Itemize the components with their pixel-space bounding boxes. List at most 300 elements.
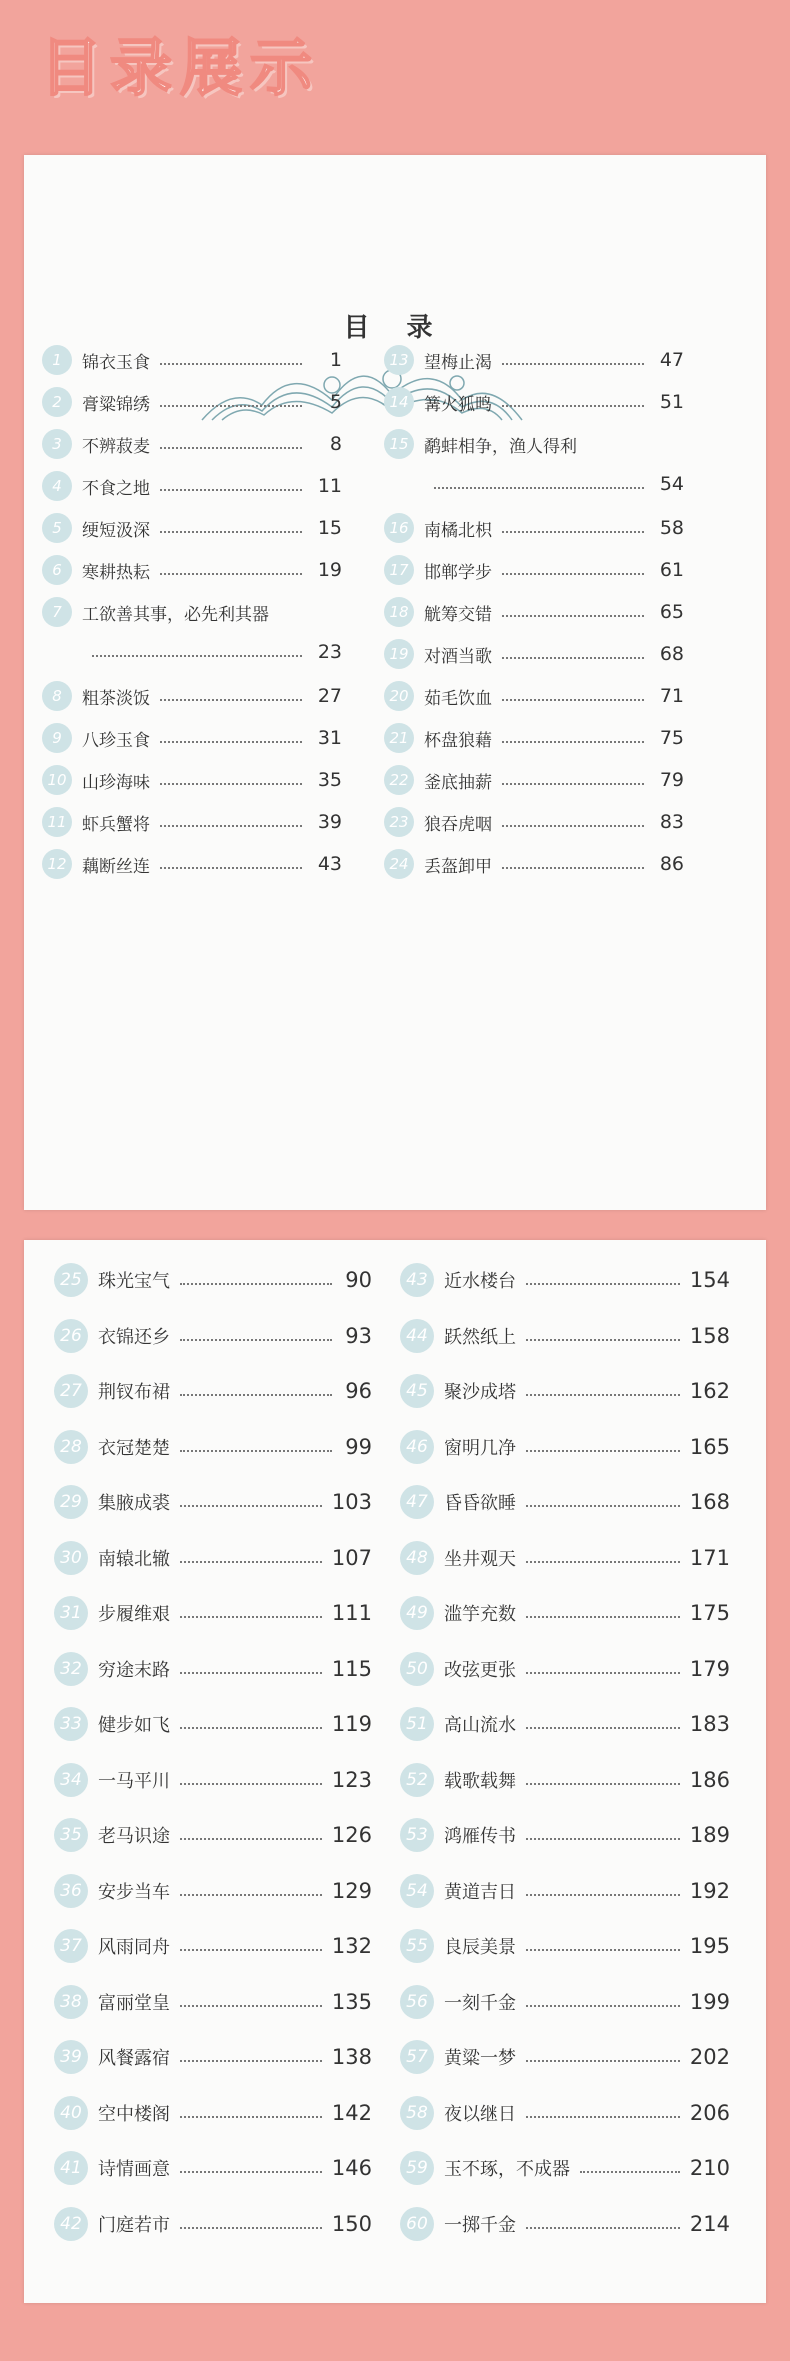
toc-entry bbox=[400, 1316, 730, 1356]
entry-title: 跃然纸上 bbox=[444, 1326, 516, 1348]
entry-number-badge: 38 bbox=[54, 1985, 88, 2019]
entry-title: 杯盘狼藉 bbox=[424, 730, 492, 751]
entry-number-badge: 15 bbox=[384, 429, 414, 459]
leader-dots bbox=[180, 1838, 322, 1840]
leader-dots bbox=[180, 1283, 332, 1285]
entry-page-number: 150 bbox=[331, 2211, 372, 2236]
entry-number-badge: 40 bbox=[54, 2096, 88, 2130]
entry-page-number: 168 bbox=[689, 1490, 730, 1514]
leader-dots bbox=[160, 531, 302, 533]
entry-page-number: 123 bbox=[331, 1767, 372, 1792]
entry-title: 黄粱一梦 bbox=[444, 2048, 516, 2069]
leader-dots bbox=[526, 1283, 680, 1285]
leader-dots bbox=[502, 699, 644, 701]
entry-page-number: 79 bbox=[659, 769, 684, 791]
entry-page-number: 15 bbox=[317, 517, 342, 539]
entry-page-number: 189 bbox=[689, 1823, 730, 1847]
entry-page-number: 99 bbox=[345, 1434, 372, 1459]
entry-page-number: 86 bbox=[659, 853, 684, 875]
entry-page-number: 31 bbox=[317, 727, 342, 749]
entry-page-number: 58 bbox=[659, 517, 684, 539]
entry-number-badge: 59 bbox=[400, 2151, 434, 2185]
entry-number-badge: 56 bbox=[400, 1985, 434, 2019]
entry-number-badge: 5 bbox=[42, 513, 72, 543]
entry-title: 诗情画意 bbox=[98, 2159, 170, 2180]
entry-title: 一刻千金 bbox=[444, 1992, 516, 2014]
toc-entry bbox=[400, 1427, 730, 1467]
leader-dots bbox=[526, 2116, 680, 2118]
entry-title: 觥筹交错 bbox=[424, 604, 492, 625]
entry-title: 夜以继日 bbox=[444, 2103, 516, 2125]
entry-number-badge: 45 bbox=[400, 1374, 434, 1408]
entry-number-badge: 2 bbox=[42, 387, 72, 417]
entry-page-number: 142 bbox=[331, 2100, 372, 2125]
leader-dots bbox=[434, 487, 644, 489]
toc-entry bbox=[54, 1871, 372, 1911]
toc-entry bbox=[54, 1815, 372, 1855]
entry-number-badge: 29 bbox=[54, 1485, 88, 1519]
leader-dots bbox=[180, 1672, 322, 1674]
entry-title: 集腋成裘 bbox=[98, 1493, 170, 1514]
entry-page-number: 51 bbox=[659, 391, 684, 413]
entry-page-number: 75 bbox=[659, 727, 684, 749]
entry-page-number: 11 bbox=[317, 475, 342, 497]
entry-page-number: 61 bbox=[659, 559, 684, 581]
entry-title: 釜底抽薪 bbox=[424, 772, 492, 793]
leader-dots bbox=[180, 2227, 322, 2229]
entry-page-number: 162 bbox=[689, 1379, 730, 1403]
entry-number-badge: 9 bbox=[42, 723, 72, 753]
toc-entry bbox=[400, 2148, 730, 2188]
entry-title: 安步当车 bbox=[98, 1881, 170, 1903]
leader-dots bbox=[526, 1783, 680, 1785]
entry-number-badge: 21 bbox=[384, 723, 414, 753]
leader-dots bbox=[526, 1616, 680, 1618]
entry-title: 近水楼台 bbox=[444, 1271, 516, 1292]
toc-entry bbox=[42, 718, 342, 758]
entry-page-number: 199 bbox=[689, 1989, 730, 2014]
leader-dots bbox=[160, 405, 302, 407]
toc-entry bbox=[384, 592, 684, 632]
entry-number-badge: 31 bbox=[54, 1596, 88, 1630]
entry-number-badge: 16 bbox=[384, 513, 414, 543]
leader-dots bbox=[160, 573, 302, 575]
entry-title: 锦衣玉食 bbox=[82, 352, 150, 373]
entry-title: 八珍玉食 bbox=[82, 730, 150, 751]
entry-page-number: 39 bbox=[317, 811, 342, 833]
toc-entry bbox=[400, 2204, 730, 2244]
entry-page-number: 68 bbox=[659, 643, 684, 665]
leader-dots bbox=[180, 2060, 322, 2062]
toc-entry bbox=[54, 1760, 372, 1800]
toc-page-1 bbox=[24, 155, 766, 1210]
leader-dots bbox=[526, 1949, 680, 1951]
entry-number-badge: 33 bbox=[54, 1707, 88, 1741]
leader-dots bbox=[180, 1616, 322, 1618]
entry-number-badge: 37 bbox=[54, 1929, 88, 1963]
entry-title: 一掷千金 bbox=[444, 2214, 516, 2236]
leader-dots bbox=[526, 1672, 680, 1674]
toc-heading: 目 录 bbox=[343, 313, 447, 343]
leader-dots bbox=[180, 1339, 332, 1341]
entry-page-number: 43 bbox=[317, 853, 342, 875]
entry-title: 健步如飞 bbox=[98, 1715, 170, 1736]
toc-entry bbox=[384, 382, 684, 422]
leader-dots bbox=[180, 2116, 322, 2118]
entry-page-number: 71 bbox=[659, 685, 684, 707]
leader-dots bbox=[180, 1727, 322, 1729]
entry-title: 门庭若市 bbox=[98, 2214, 170, 2236]
leader-dots bbox=[92, 655, 302, 657]
entry-page-number: 186 bbox=[689, 1767, 730, 1792]
leader-dots bbox=[526, 1394, 680, 1396]
leader-dots bbox=[502, 825, 644, 827]
toc-entry bbox=[384, 802, 684, 842]
entry-number-badge: 17 bbox=[384, 555, 414, 585]
entry-number-badge: 19 bbox=[384, 639, 414, 669]
entry-title: 绠短汲深 bbox=[82, 520, 150, 541]
toc-page-2 bbox=[24, 1240, 766, 2303]
entry-page-number: 19 bbox=[317, 559, 342, 581]
leader-dots bbox=[502, 573, 644, 575]
entry-page-number: 54 bbox=[659, 473, 684, 495]
entry-number-badge: 47 bbox=[400, 1485, 434, 1519]
entry-title: 虾兵蟹将 bbox=[82, 814, 150, 835]
toc-entry bbox=[54, 2148, 372, 2188]
toc-entry bbox=[54, 2204, 372, 2244]
toc-entry bbox=[54, 1482, 372, 1522]
entry-title: 昏昏欲睡 bbox=[444, 1493, 516, 1514]
entry-number-badge: 1 bbox=[42, 345, 72, 375]
entry-page-number: 214 bbox=[689, 2211, 730, 2236]
leader-dots bbox=[526, 1450, 680, 1452]
entry-page-number: 65 bbox=[659, 601, 684, 623]
toc-entry bbox=[54, 1260, 372, 1300]
toc-entry bbox=[384, 676, 684, 716]
toc-entry bbox=[384, 634, 684, 674]
toc-entry bbox=[54, 1704, 372, 1744]
entry-number-badge: 13 bbox=[384, 345, 414, 375]
entry-title: 鹬蚌相争，渔人得利 bbox=[424, 436, 577, 457]
entry-page-number: 119 bbox=[331, 1712, 372, 1736]
entry-title: 不辨菽麦 bbox=[82, 436, 150, 457]
leader-dots bbox=[180, 2005, 322, 2007]
entry-number-badge: 41 bbox=[54, 2151, 88, 2185]
entry-number-badge: 46 bbox=[400, 1430, 434, 1464]
leader-dots bbox=[160, 825, 302, 827]
banner-title: 目录展示 bbox=[40, 31, 321, 104]
entry-number-badge: 57 bbox=[400, 2040, 434, 2074]
entry-page-number: 115 bbox=[331, 1656, 372, 1681]
leader-dots bbox=[502, 363, 644, 365]
entry-title: 邯郸学步 bbox=[424, 562, 492, 583]
entry-title: 改弦更张 bbox=[444, 1659, 516, 1681]
entry-title: 步履维艰 bbox=[98, 1604, 170, 1625]
toc-entry bbox=[384, 550, 684, 590]
entry-number-badge: 3 bbox=[42, 429, 72, 459]
leader-dots bbox=[160, 363, 302, 365]
entry-page-number: 171 bbox=[689, 1545, 730, 1570]
toc-entry bbox=[54, 1371, 372, 1411]
toc-entry bbox=[400, 1371, 730, 1411]
entry-title: 寒耕热耘 bbox=[82, 562, 150, 583]
entry-title: 南辕北辙 bbox=[98, 1548, 170, 1570]
entry-title: 载歌载舞 bbox=[444, 1770, 516, 1792]
toc-entry bbox=[42, 592, 342, 672]
toc-entry bbox=[400, 1538, 730, 1578]
toc-entry bbox=[384, 844, 684, 884]
entry-title: 衣锦还乡 bbox=[98, 1326, 170, 1348]
toc-entry bbox=[54, 2037, 372, 2077]
leader-dots bbox=[180, 1450, 332, 1452]
toc-entry bbox=[384, 508, 684, 548]
leader-dots bbox=[180, 1561, 322, 1563]
entry-title: 南橘北枳 bbox=[424, 520, 492, 541]
toc-entry bbox=[54, 1926, 372, 1966]
leader-dots bbox=[526, 2005, 680, 2007]
entry-page-number: 90 bbox=[345, 1268, 372, 1292]
entry-number-badge: 60 bbox=[400, 2207, 434, 2241]
entry-page-number: 158 bbox=[689, 1323, 730, 1348]
entry-number-badge: 6 bbox=[42, 555, 72, 585]
entry-page-number: 35 bbox=[317, 769, 342, 791]
entry-number-badge: 22 bbox=[384, 765, 414, 795]
entry-title: 聚沙成塔 bbox=[444, 1382, 516, 1403]
leader-dots bbox=[526, 2227, 680, 2229]
entry-number-badge: 11 bbox=[42, 807, 72, 837]
entry-page-number: 154 bbox=[689, 1268, 730, 1292]
leader-dots bbox=[160, 867, 302, 869]
entry-number-badge: 55 bbox=[400, 1929, 434, 1963]
leader-dots bbox=[180, 1505, 322, 1507]
toc-entry bbox=[384, 718, 684, 758]
entry-title: 篝火狐鸣 bbox=[424, 394, 492, 415]
entry-number-badge: 50 bbox=[400, 1652, 434, 1686]
leader-dots bbox=[526, 1339, 680, 1341]
toc-entry bbox=[54, 1593, 372, 1633]
entry-number-badge: 43 bbox=[400, 1263, 434, 1297]
leader-dots bbox=[502, 531, 644, 533]
toc-entry bbox=[42, 340, 342, 380]
entry-number-badge: 36 bbox=[54, 1874, 88, 1908]
toc-entry bbox=[42, 676, 342, 716]
entry-title: 富丽堂皇 bbox=[98, 1992, 170, 2014]
entry-page-number: 83 bbox=[659, 811, 684, 833]
entry-title: 对酒当歌 bbox=[424, 646, 492, 667]
toc-entry bbox=[42, 466, 342, 506]
toc-entry bbox=[400, 1926, 730, 1966]
entry-title: 窗明几净 bbox=[444, 1437, 516, 1459]
toc-entry bbox=[400, 1260, 730, 1300]
toc-entry bbox=[384, 760, 684, 800]
toc-entry bbox=[400, 1982, 730, 2022]
entry-number-badge: 42 bbox=[54, 2207, 88, 2241]
entry-number-badge: 54 bbox=[400, 1874, 434, 1908]
entry-title: 玉不琢，不成器 bbox=[444, 2159, 570, 2180]
entry-number-badge: 35 bbox=[54, 1818, 88, 1852]
entry-title: 鸿雁传书 bbox=[444, 1826, 516, 1847]
toc-entry bbox=[384, 424, 684, 504]
entry-number-badge: 30 bbox=[54, 1541, 88, 1575]
toc-entry bbox=[384, 340, 684, 380]
entry-number-badge: 18 bbox=[384, 597, 414, 627]
entry-title: 老马识途 bbox=[98, 1826, 170, 1847]
leader-dots bbox=[502, 615, 644, 617]
entry-title: 良辰美景 bbox=[444, 1937, 516, 1958]
leader-dots bbox=[502, 405, 644, 407]
leader-dots bbox=[180, 1894, 322, 1896]
leader-dots bbox=[526, 1561, 680, 1563]
entry-number-badge: 26 bbox=[54, 1319, 88, 1353]
entry-title: 荆钗布裙 bbox=[98, 1382, 170, 1403]
entry-number-badge: 44 bbox=[400, 1319, 434, 1353]
entry-number-badge: 58 bbox=[400, 2096, 434, 2130]
entry-title: 滥竽充数 bbox=[444, 1604, 516, 1625]
entry-page-number: 192 bbox=[689, 1878, 730, 1903]
leader-dots bbox=[526, 1894, 680, 1896]
entry-number-badge: 39 bbox=[54, 2040, 88, 2074]
entry-title: 高山流水 bbox=[444, 1715, 516, 1736]
entry-title: 不食之地 bbox=[82, 478, 150, 499]
leader-dots bbox=[160, 489, 302, 491]
toc-entry bbox=[42, 424, 342, 464]
leader-dots bbox=[160, 699, 302, 701]
entry-title: 丢盔卸甲 bbox=[424, 856, 492, 877]
leader-dots bbox=[180, 2171, 322, 2173]
entry-title: 膏粱锦绣 bbox=[82, 394, 150, 415]
leader-dots bbox=[160, 783, 302, 785]
entry-number-badge: 48 bbox=[400, 1541, 434, 1575]
leader-dots bbox=[180, 1783, 322, 1785]
entry-page-number: 195 bbox=[689, 1934, 730, 1958]
entry-number-badge: 25 bbox=[54, 1263, 88, 1297]
entry-page-number: 183 bbox=[689, 1712, 730, 1736]
entry-number-badge: 27 bbox=[54, 1374, 88, 1408]
entry-title: 狼吞虎咽 bbox=[424, 814, 492, 835]
entry-number-badge: 51 bbox=[400, 1707, 434, 1741]
entry-number-badge: 28 bbox=[54, 1430, 88, 1464]
entry-page-number: 135 bbox=[331, 1989, 372, 2014]
leader-dots bbox=[502, 783, 644, 785]
entry-page-number: 179 bbox=[689, 1656, 730, 1681]
toc-entry bbox=[400, 1649, 730, 1689]
entry-number-badge: 14 bbox=[384, 387, 414, 417]
toc-entry bbox=[400, 1704, 730, 1744]
entry-title: 风雨同舟 bbox=[98, 1937, 170, 1958]
entry-page-number: 107 bbox=[331, 1545, 372, 1570]
leader-dots bbox=[526, 2060, 680, 2062]
toc-entry bbox=[54, 1538, 372, 1578]
entry-page-number: 138 bbox=[331, 2045, 372, 2069]
entry-number-badge: 23 bbox=[384, 807, 414, 837]
entry-page-number: 202 bbox=[689, 2045, 730, 2069]
toc-entry bbox=[54, 1316, 372, 1356]
entry-page-number: 1 bbox=[329, 349, 342, 371]
entry-title: 空中楼阁 bbox=[98, 2103, 170, 2125]
entry-page-number: 96 bbox=[345, 1379, 372, 1403]
entry-title: 坐井观天 bbox=[444, 1548, 516, 1570]
entry-number-badge: 8 bbox=[42, 681, 72, 711]
entry-title: 工欲善其事，必先利其器 bbox=[82, 604, 269, 625]
entry-page-number: 129 bbox=[331, 1878, 372, 1903]
entry-title: 风餐露宿 bbox=[98, 2048, 170, 2069]
entry-title: 一马平川 bbox=[98, 1770, 170, 1792]
leader-dots bbox=[580, 2171, 680, 2173]
entry-number-badge: 49 bbox=[400, 1596, 434, 1630]
entry-title: 山珍海味 bbox=[82, 772, 150, 793]
toc-entry bbox=[400, 2037, 730, 2077]
entry-page-number: 132 bbox=[331, 1934, 372, 1958]
entry-page-number: 47 bbox=[659, 349, 684, 371]
entry-title: 藕断丝连 bbox=[82, 856, 150, 877]
leader-dots bbox=[160, 741, 302, 743]
entry-title: 望梅止渴 bbox=[424, 352, 492, 373]
toc-entry bbox=[42, 802, 342, 842]
leader-dots bbox=[502, 867, 644, 869]
toc-entry bbox=[400, 1482, 730, 1522]
entry-page-number: 23 bbox=[317, 641, 342, 663]
entry-page-number: 5 bbox=[329, 391, 342, 413]
leader-dots bbox=[160, 447, 302, 449]
entry-page-number: 103 bbox=[331, 1490, 372, 1514]
entry-title: 衣冠楚楚 bbox=[98, 1437, 170, 1459]
entry-page-number: 93 bbox=[345, 1323, 372, 1348]
entry-page-number: 146 bbox=[331, 2156, 372, 2180]
entry-number-badge: 34 bbox=[54, 1763, 88, 1797]
entry-page-number: 126 bbox=[331, 1823, 372, 1847]
entry-title: 茹毛饮血 bbox=[424, 688, 492, 709]
entry-page-number: 210 bbox=[689, 2156, 730, 2180]
entry-number-badge: 24 bbox=[384, 849, 414, 879]
entry-number-badge: 12 bbox=[42, 849, 72, 879]
toc-entry bbox=[42, 550, 342, 590]
entry-number-badge: 4 bbox=[42, 471, 72, 501]
toc-entry bbox=[54, 2093, 372, 2133]
entry-number-badge: 20 bbox=[384, 681, 414, 711]
entry-page-number: 111 bbox=[331, 1601, 372, 1625]
leader-dots bbox=[526, 1838, 680, 1840]
leader-dots bbox=[502, 657, 644, 659]
toc-entry bbox=[54, 1649, 372, 1689]
leader-dots bbox=[526, 1727, 680, 1729]
toc-entry bbox=[400, 1593, 730, 1633]
entry-page-number: 206 bbox=[689, 2100, 730, 2125]
leader-dots bbox=[180, 1394, 332, 1396]
entry-number-badge: 10 bbox=[42, 765, 72, 795]
entry-number-badge: 52 bbox=[400, 1763, 434, 1797]
entry-title: 黄道吉日 bbox=[444, 1881, 516, 1903]
entry-number-badge: 32 bbox=[54, 1652, 88, 1686]
toc-entry bbox=[400, 1815, 730, 1855]
entry-page-number: 8 bbox=[329, 433, 342, 455]
leader-dots bbox=[502, 741, 644, 743]
toc-entry bbox=[42, 508, 342, 548]
entry-title: 穷途末路 bbox=[98, 1659, 170, 1681]
toc-entry bbox=[42, 760, 342, 800]
toc-entry bbox=[400, 1871, 730, 1911]
entry-page-number: 27 bbox=[317, 685, 342, 707]
toc-entry bbox=[400, 1760, 730, 1800]
toc-entry bbox=[400, 2093, 730, 2133]
entry-number-badge: 7 bbox=[42, 597, 72, 627]
entry-number-badge: 53 bbox=[400, 1818, 434, 1852]
entry-title: 粗茶淡饭 bbox=[82, 688, 150, 709]
toc-entry bbox=[42, 382, 342, 422]
entry-page-number: 165 bbox=[689, 1434, 730, 1459]
entry-page-number: 175 bbox=[689, 1601, 730, 1625]
leader-dots bbox=[526, 1505, 680, 1507]
toc-entry bbox=[42, 844, 342, 884]
